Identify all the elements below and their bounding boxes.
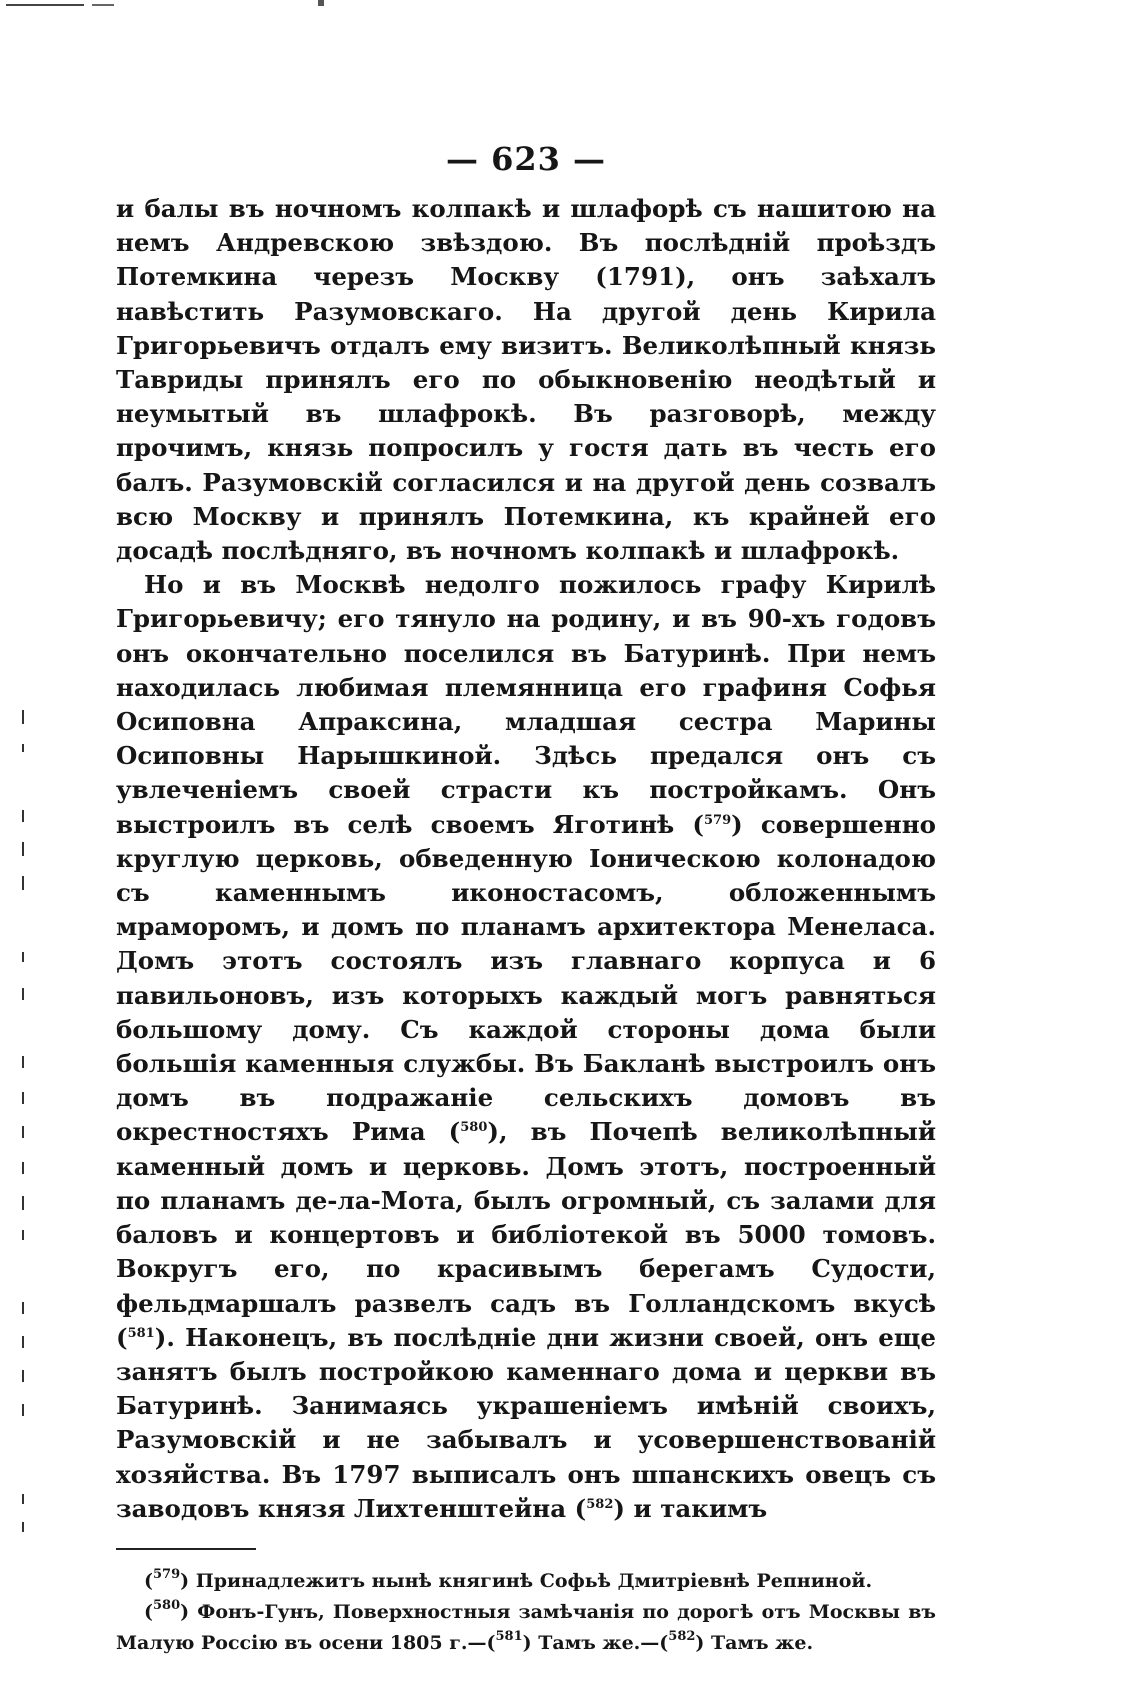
footnote-marker: 582 bbox=[668, 1628, 696, 1644]
footnote-marker: 580 bbox=[460, 1120, 488, 1136]
scan-edge-mark bbox=[318, 0, 324, 6]
footnote-marker: 579 bbox=[704, 812, 732, 828]
footnote-separator bbox=[116, 1548, 256, 1550]
text-run: Но и въ Москвѣ недолго пожилось графу Кирилѣ Григорьевичу; его тянуло на родину, и въ 90-хъ годовъ онъ окончательно поселился въ Батуринѣ. При немъ находилась любимая племянница его графиня Софья Осиповна Апраксина, младшая сестра Марины Осиповны Нарышкиной. Здѣсь предался онъ съ увлеченiемъ своей страсти къ постройкамъ. Онъ выстроилъ въ селѣ своемъ Яготинѣ ( bbox=[116, 570, 936, 839]
text-run: ) Фонъ-Гунъ, Поверхностныя замѣчанiя по дорогѣ отъ Москвы въ Малую Россiю въ осени 1805 г.—( bbox=[116, 1600, 936, 1654]
footnote-marker: 581 bbox=[495, 1628, 523, 1644]
book-page bbox=[116, 140, 936, 1659]
scan-edge-rule bbox=[92, 4, 114, 6]
text-run: ( bbox=[144, 1569, 153, 1592]
footnote bbox=[116, 1597, 936, 1659]
text-run: ) Принадлежитъ нынѣ княгинѣ Софьѣ Дмитрiевнѣ Репниной. bbox=[180, 1569, 873, 1592]
footnotes bbox=[116, 1566, 936, 1659]
text-run: ) и такимъ bbox=[613, 1493, 768, 1523]
paragraph bbox=[116, 192, 936, 568]
footnote-marker: 580 bbox=[153, 1597, 181, 1613]
text-run: ) совершенно круглую церковь, обведенную Iоническою колонадою съ каменнымъ иконостасомъ, обложеннымъ мраморомъ, и домъ по планамъ архитектора Менеласа. Домъ этотъ состоялъ изъ главнаго корпуса и 6 павильоновъ, изъ которыхъ каждый могъ равняться большому дому. Съ каждой стороны дома были большiя каменныя службы. Въ Бакланѣ выстроилъ онъ домъ въ подражанiе сельскихъ домовъ въ окрестностяхъ Рима ( bbox=[116, 809, 937, 1147]
text-run: ), въ Почепѣ великолѣпный каменный домъ и церковь. Домъ этотъ, построенный по планамъ де-ла-Мота, былъ огромный, съ залами для баловъ и концертовъ и библiотекой въ 5000 томовъ. Вокругъ его, по красивымъ берегамъ Судости, фельдмаршалъ развелъ садъ въ Голландскомъ вкусѣ ( bbox=[116, 1117, 936, 1352]
footnote-marker: 581 bbox=[127, 1325, 155, 1341]
text-run: ( bbox=[144, 1600, 153, 1623]
footnote bbox=[116, 1566, 936, 1597]
page-number: — 623 — bbox=[445, 140, 607, 178]
text-run: ) Тамъ же. bbox=[695, 1631, 814, 1654]
text-run: и балы въ ночномъ колпакѣ и шлафорѣ съ нашитою на немъ Андревскою звѣздою. Въ послѣднiй проѣздъ Потемкина черезъ Москву (1791), онъ заѣхалъ навѣстить Разумовскаго. На другой день Кирила Григорьевичъ отдалъ ему визитъ. Великолѣпный князь Тавриды принялъ его по обыкновенiю неодѣтый и неумытый въ шлафрокѣ. Въ разговорѣ, между прочимъ, князь попросилъ у гостя дать въ честь его балъ. Разумовскiй согласился и на другой день созвалъ всю Москву и принялъ Потемкина, къ крайней его досадѣ послѣдняго, въ ночномъ колпакѣ и шлафрокѣ. bbox=[116, 194, 936, 566]
footnote-marker: 582 bbox=[586, 1496, 614, 1512]
paragraph bbox=[116, 568, 936, 1526]
text-run: ) Тамъ же.—( bbox=[522, 1631, 669, 1654]
footnote-marker: 579 bbox=[153, 1566, 181, 1582]
text-run: ). Наконецъ, въ послѣднiе дни жизни своей, онъ еще занятъ былъ постройкою каменнаго дома и церкви въ Батуринѣ. Занимаясь украшенiемъ имѣнiй своихъ, Разумовскiй и не забывалъ и усовершенствованiй хозяйства. Въ 1797 выписалъ онъ шпанскихъ овецъ съ заводовъ князя Лихтенштейна ( bbox=[116, 1322, 936, 1523]
scan-edge-rule bbox=[6, 4, 84, 6]
body-text bbox=[116, 192, 936, 1526]
